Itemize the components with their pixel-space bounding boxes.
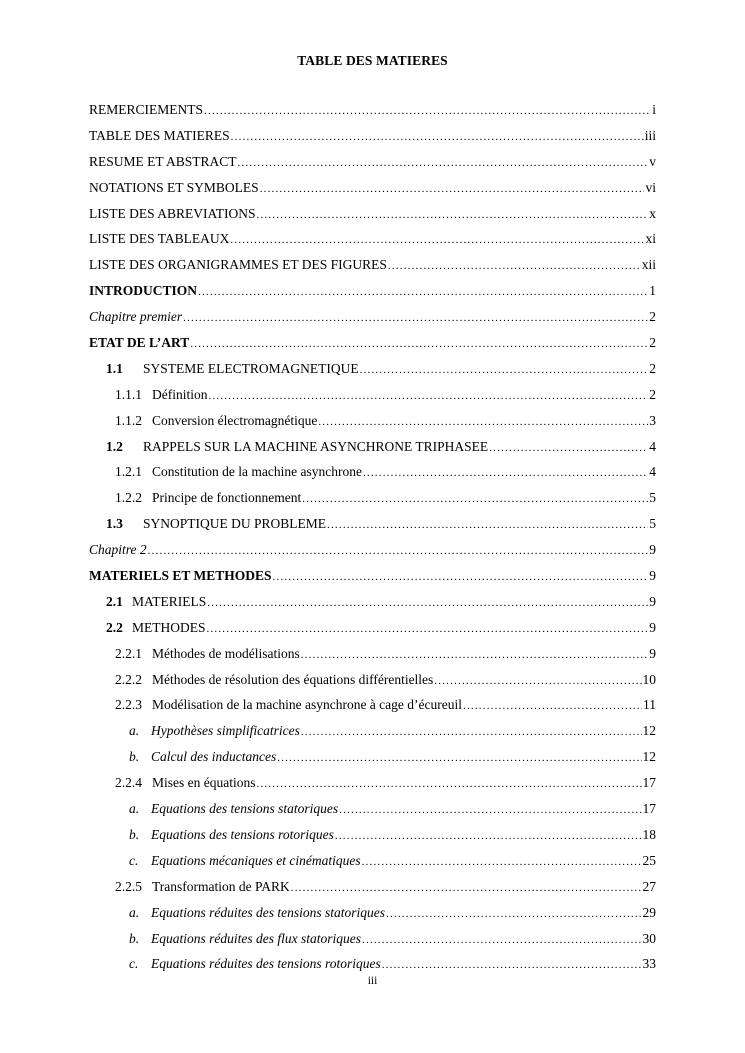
toc-entry-label: Chapitre 2 <box>89 542 147 558</box>
toc-entry-label: Principe de fonctionnement <box>152 490 302 506</box>
toc-entry-number: 1.3 <box>106 516 123 532</box>
toc-entry[interactable] <box>89 123 656 149</box>
toc-entry-subsection[interactable] <box>89 770 656 796</box>
toc-leader <box>363 461 648 487</box>
toc-entry-item[interactable] <box>89 848 656 874</box>
toc-entry-item[interactable] <box>89 718 656 744</box>
toc-leader <box>301 643 649 669</box>
toc-entry-page: 2 <box>649 309 656 325</box>
toc-entry-number: c. <box>129 956 139 972</box>
toc-entry-number: 1.2 <box>106 438 123 454</box>
toc-entry-section[interactable] <box>89 356 656 382</box>
toc-entry-label: RAPPELS SUR LA MACHINE ASYNCHRONE TRIPHASEE <box>143 438 489 454</box>
toc-entry-label: REMERCIEMENTS <box>89 102 204 117</box>
toc-leader <box>335 824 642 850</box>
toc-entry-number: 2.2.2 <box>115 671 142 687</box>
toc-entry-label: SYSTEME ELECTROMAGNETIQUE <box>143 360 359 376</box>
toc-entry-page: 2 <box>649 335 656 351</box>
toc-entry-label: LISTE DES ABREVIATIONS <box>89 205 256 221</box>
toc-entry-label: ETAT DE L’ART <box>89 335 190 351</box>
toc-entry-introduction[interactable] <box>89 278 656 304</box>
toc-entry-item[interactable] <box>89 900 656 926</box>
toc-entry-number: b. <box>129 930 140 946</box>
toc-leader <box>388 254 641 280</box>
toc-entry-page: 9 <box>649 619 656 635</box>
toc-entry-label: LISTE DES TABLEAUX <box>89 231 230 247</box>
toc-entry-page: 9 <box>649 645 656 661</box>
toc-entry-page: 2 <box>649 386 656 402</box>
toc-entry-number: 2.2.1 <box>115 645 142 661</box>
toc-leader <box>260 177 645 203</box>
toc-entry-page: 33 <box>642 956 656 972</box>
toc-entry-label: Méthodes de résolution des équations différentielles <box>152 671 434 687</box>
toc-entry-number: 1.1.1 <box>115 386 142 402</box>
table-of-contents <box>89 97 656 977</box>
toc-entry[interactable] <box>89 226 656 252</box>
toc-entry-label: MATERIELS ET METHODES <box>89 568 272 584</box>
toc-entry-label: Modélisation de la machine asynchrone à cage d’écureuil <box>152 697 462 713</box>
toc-entry-label: TABLE DES MATIERES <box>89 127 230 143</box>
toc-leader <box>207 591 648 617</box>
toc-leader <box>148 539 649 565</box>
toc-entry-label: Equations mécaniques et cinématiques <box>151 852 361 868</box>
toc-leader <box>362 850 642 876</box>
toc-entry-page: x <box>649 205 656 221</box>
toc-entry-label: RESUME ET ABSTRACT <box>89 153 237 169</box>
toc-entry-page: 25 <box>642 852 656 868</box>
toc-entry-page: 5 <box>649 490 656 506</box>
toc-entry-number: b. <box>129 826 140 842</box>
toc-entry-chapter[interactable] <box>89 537 656 563</box>
toc-entry-page: 5 <box>649 516 656 532</box>
toc-entry[interactable] <box>89 97 656 123</box>
toc-entry-page: 17 <box>642 775 656 791</box>
toc-entry-label: MATERIELS <box>132 593 207 609</box>
toc-entry-page: 9 <box>649 593 656 609</box>
toc-entry-page: 4 <box>649 438 656 454</box>
toc-entry-number: 2.2.3 <box>115 697 142 713</box>
toc-leader <box>463 694 642 720</box>
toc-leader <box>362 928 642 954</box>
toc-leader <box>302 487 648 513</box>
toc-entry-number: 2.1 <box>106 593 123 609</box>
toc-entry-number: a. <box>129 801 140 817</box>
toc-entry-label: Equations réduites des tensions statoriques <box>151 904 385 920</box>
toc-entry-page: vi <box>645 179 656 195</box>
toc-entry-page: 9 <box>649 542 656 558</box>
toc-leader <box>291 876 642 902</box>
toc-entry-page: xii <box>641 257 656 273</box>
toc-entry-number: 2.2.5 <box>115 878 142 894</box>
toc-entry[interactable] <box>89 252 656 278</box>
toc-entry-subsection[interactable] <box>89 485 656 511</box>
toc-entry-label: Equations réduites des tensions rotoriques <box>151 956 381 972</box>
toc-entry-label: Equations réduites des flux statoriques <box>151 930 361 946</box>
toc-entry-page: 10 <box>642 671 656 687</box>
toc-entry-number: a. <box>129 723 140 739</box>
toc-entry-number: 1.2.2 <box>115 490 142 506</box>
toc-entry-label: Equations des tensions rotoriques <box>151 826 334 842</box>
toc-entry-label: METHODES <box>132 619 206 635</box>
toc-entry-subsection[interactable] <box>89 382 656 408</box>
toc-entry-label: Hypothèses simplificatrices <box>151 723 300 739</box>
toc-leader <box>277 746 641 772</box>
toc-entry-label: LISTE DES ORGANIGRAMMES ET DES FIGURES <box>89 257 387 273</box>
toc-leader <box>183 306 648 332</box>
toc-entry-label: Chapitre premier <box>89 309 183 325</box>
toc-entry-section[interactable] <box>89 434 656 460</box>
toc-entry-chapter[interactable] <box>89 304 656 330</box>
toc-entry-section[interactable] <box>89 615 656 641</box>
toc-entry-subsection[interactable] <box>89 459 656 485</box>
toc-entry-number: a. <box>129 904 140 920</box>
toc-entry-page: 3 <box>649 412 656 428</box>
toc-entry-subsection[interactable] <box>89 667 656 693</box>
toc-entry-number: c. <box>129 852 139 868</box>
toc-leader <box>489 436 648 462</box>
toc-leader <box>301 720 642 746</box>
toc-entry-label: Constitution de la machine asynchrone <box>152 464 362 480</box>
toc-entry[interactable] <box>89 201 656 227</box>
toc-entry-label: INTRODUCTION <box>89 283 198 299</box>
page-number: iii <box>367 975 378 987</box>
toc-entry-page: 2 <box>649 360 656 376</box>
toc-leader <box>273 565 649 591</box>
toc-leader <box>231 125 644 151</box>
page-title: TABLE DES MATIERES <box>297 53 448 68</box>
toc-entry-label: NOTATIONS ET SYMBOLES <box>89 179 259 195</box>
toc-entry[interactable] <box>89 175 656 201</box>
toc-leader <box>209 384 649 410</box>
toc-entry-number: 2.2.4 <box>115 775 142 791</box>
toc-leader <box>190 332 648 358</box>
toc-entry-page: 9 <box>649 568 656 584</box>
toc-entry-item[interactable] <box>89 822 656 848</box>
toc-entry-number: b. <box>129 749 140 765</box>
toc-entry-number: 1.1 <box>106 360 123 376</box>
toc-entry-page: 12 <box>642 749 656 765</box>
toc-entry-subsection[interactable] <box>89 874 656 900</box>
toc-entry-chapter-title[interactable] <box>89 563 656 589</box>
toc-leader <box>360 358 649 384</box>
toc-entry-item[interactable] <box>89 744 656 770</box>
toc-entry-page: 4 <box>649 464 656 480</box>
toc-entry-number: 1.2.1 <box>115 464 142 480</box>
toc-leader <box>198 280 648 306</box>
toc-leader <box>339 798 641 824</box>
toc-entry-number: 2.2 <box>106 619 123 635</box>
toc-entry-item[interactable] <box>89 951 656 977</box>
toc-entry[interactable] <box>89 149 656 175</box>
toc-entry-item[interactable] <box>89 796 656 822</box>
toc-entry-label: Méthodes de modélisations <box>152 645 300 661</box>
toc-entry-page: 27 <box>642 878 656 894</box>
toc-entry-page: 11 <box>643 697 656 713</box>
toc-leader <box>434 669 641 695</box>
toc-entry-page: v <box>649 153 656 169</box>
toc-entry-label: Mises en équations <box>152 775 256 791</box>
toc-entry-number: 1.1.2 <box>115 412 142 428</box>
toc-leader <box>204 99 651 125</box>
toc-entry-chapter-title[interactable] <box>89 330 656 356</box>
toc-leader <box>318 410 648 436</box>
toc-entry-label: Conversion électromagnétique <box>152 412 318 428</box>
toc-entry-page: 12 <box>642 723 656 739</box>
toc-entry-section[interactable] <box>89 511 656 537</box>
toc-entry-page: 30 <box>642 930 656 946</box>
toc-entry-subsection[interactable] <box>89 692 656 718</box>
toc-entry-page: iii <box>644 127 656 143</box>
toc-leader <box>207 617 649 643</box>
toc-entry-item[interactable] <box>89 926 656 952</box>
toc-leader <box>327 513 648 539</box>
toc-entry-subsection[interactable] <box>89 641 656 667</box>
toc-entry-section[interactable] <box>89 589 656 615</box>
toc-entry-page: 29 <box>642 904 656 920</box>
toc-entry-page: 17 <box>642 801 656 817</box>
toc-entry-label: Calcul des inductances <box>151 749 277 765</box>
toc-entry-subsection[interactable] <box>89 408 656 434</box>
toc-leader <box>238 151 649 177</box>
toc-entry-page: 1 <box>649 283 656 299</box>
toc-entry-page: 18 <box>642 826 656 842</box>
toc-entry-page: i <box>652 102 656 117</box>
toc-leader <box>257 772 642 798</box>
toc-entry-label: Transformation de PARK <box>152 878 290 894</box>
toc-entry-label: Equations des tensions statoriques <box>151 801 339 817</box>
toc-leader <box>230 228 644 254</box>
toc-leader <box>257 203 649 229</box>
toc-entry-page: xi <box>645 231 656 247</box>
toc-leader <box>386 902 642 928</box>
toc-entry-label: Définition <box>152 386 208 402</box>
toc-entry-label: SYNOPTIQUE DU PROBLEME <box>143 516 327 532</box>
